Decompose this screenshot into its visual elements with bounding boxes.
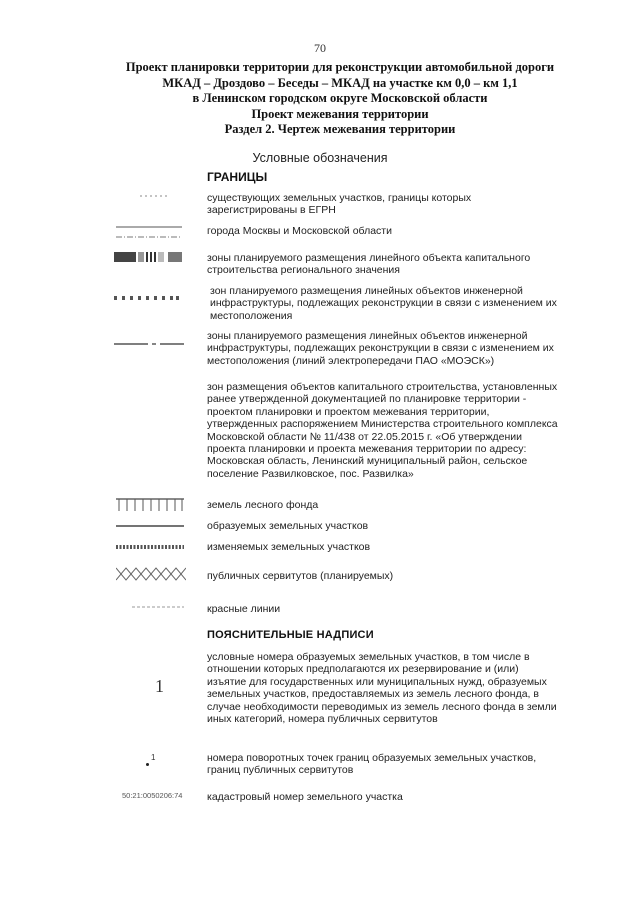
new-parcel-boundary-symbol	[116, 524, 184, 528]
labels-heading: ПОЯСНИТЕЛЬНЫЕ НАДПИСИ	[207, 629, 374, 641]
red-line-symbol	[132, 605, 184, 609]
header-line: Проект межевания территории	[251, 106, 429, 121]
engineering-infra-zone-symbol	[114, 294, 180, 302]
turning-point-number-symbol: 1	[151, 753, 156, 762]
public-servitude-symbol	[116, 566, 186, 582]
legend-item-text: зоны планируемого размещения линейных объектов инженерной инфраструктуры, подлежащих реконструкции в связи с изменением их местоположения (линий электропередачи ПАО «МОЭСК»)	[207, 330, 554, 367]
forest-fund-boundary-symbol	[116, 497, 184, 513]
legend-item-text: номера поворотных точек границ образуемых земельных участков, границ публичных сервитутов	[207, 752, 537, 777]
city-region-boundary-symbol	[116, 224, 182, 240]
turning-point-dot	[146, 763, 149, 766]
existing-parcel-boundary-symbol	[140, 193, 170, 199]
legend-item-text: зон планируемого размещения линейных объектов инженерной инфраструктуры, подлежащих реконструкции в связи с изменением их местоположения	[210, 285, 557, 322]
modified-parcel-boundary-symbol	[116, 544, 184, 550]
boundaries-heading: ГРАНИЦЫ	[207, 170, 268, 184]
legend-item-text: публичных сервитутов (планируемых)	[207, 570, 394, 582]
legend-item-text: образуемых земельных участков	[207, 520, 369, 532]
header-line: в Ленинском городском округе Московской области	[192, 91, 488, 105]
header-line: Проект планировки территории для реконструкции автомобильной дороги	[125, 60, 555, 74]
header-line: МКАД – Дроздово – Беседы – МКАД на участке км 0,0 – км 1,1	[162, 75, 518, 90]
power-line-zone-symbol	[114, 341, 184, 347]
header-line: Раздел 2. Чертеж межевания территории	[224, 122, 456, 136]
legend-item-text: условные номера образуемых земельных участков, в том числе в отношении которых предполагаются их резервирование и (или) изъятие для государственных или муниципальных нужд, образуемых земельных участков, предоставляемых из земель лесного фонда, в случае необходимости переводимых из земель лесного фонда в земли иных категорий, номера публичных сервитутов	[207, 651, 557, 726]
cadastral-number-symbol: 50:21:0050206:74	[122, 791, 183, 800]
legend-item-text: существующих земельных участков, границы которых зарегистрированы в ЕГРН	[207, 192, 472, 217]
legend-item-text: изменяемых земельных участков	[207, 541, 371, 553]
legend-item-text: кадастровый номер земельного участка	[207, 791, 403, 803]
legend-title: Условные обозначения	[252, 151, 388, 165]
document-header	[60, 60, 620, 138]
legend-item-text: красные линии	[207, 603, 281, 615]
legend-item-text: зон размещения объектов капитального строительства, установленных ранее утвержденной документацией по планировке территории - проектом планировки и проектом межевания территории, утвержденных распоряжением Министерства строительного комплекса Московской области № 11/438 от 22.05.2015 г. «Об утверждении проекта планировки и проекта межевания территории по адресу: Московская область, Ленинский муниципальный район, сельское поселение Развилковское, пос. Развилка»	[207, 381, 558, 480]
legend-item-text: земель лесного фонда	[207, 499, 319, 511]
linear-object-zone-symbol	[114, 251, 184, 263]
legend-item-text: города Москвы и Московской области	[207, 225, 392, 237]
parcel-number-symbol: 1	[155, 676, 164, 696]
page-number: 70	[314, 41, 326, 55]
legend-item-text: зоны планируемого размещения линейного объекта капитального строительства регионального значения	[207, 252, 531, 277]
